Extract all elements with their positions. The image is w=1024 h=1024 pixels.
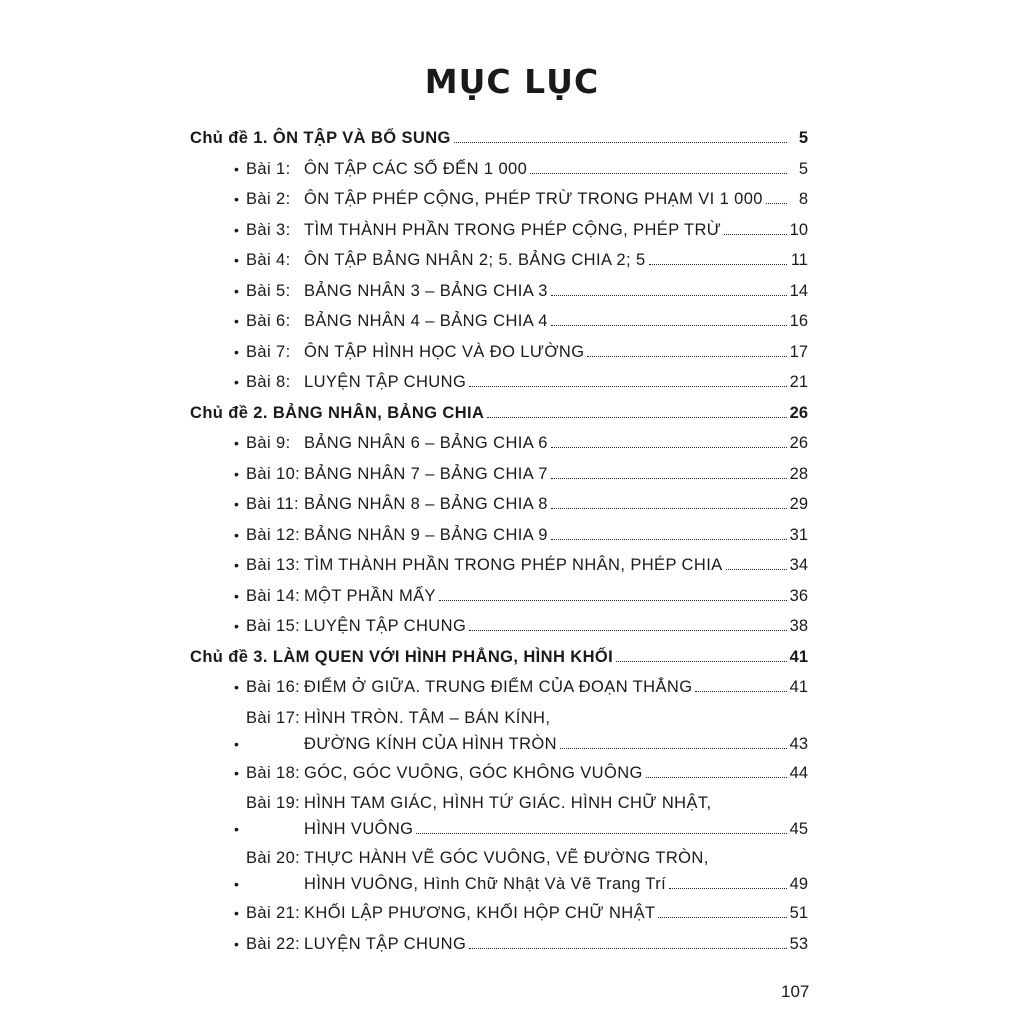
toc-lesson [234, 494, 808, 514]
bullet-icon: • [234, 343, 239, 360]
lesson-number: Bài 11: [246, 495, 299, 513]
dot-leader [551, 478, 787, 479]
bullet-icon: • [234, 876, 239, 892]
toc-lesson [234, 708, 808, 754]
entry-page-number: 36 [789, 586, 808, 605]
entry-page-number: 26 [789, 403, 808, 422]
dot-leader [551, 447, 787, 448]
bullet-icon: • [234, 465, 239, 482]
bullet-icon: • [234, 160, 239, 177]
dot-leader [649, 264, 787, 265]
entry-title: HÌNH TRÒN. TÂM – BÁN KÍNH, [304, 708, 551, 727]
bullet-icon: • [234, 435, 239, 451]
dot-leader [587, 356, 786, 357]
entry-page-number: 53 [789, 934, 808, 953]
toc-lesson [234, 220, 808, 240]
toc-lesson [234, 903, 808, 923]
dot-leader [669, 888, 786, 889]
toc-lesson [234, 555, 808, 575]
entry-title: Chủ đề 1. ÔN TẬP VÀ BỔ SUNG [190, 129, 451, 147]
dot-leader [726, 569, 787, 570]
lesson-number: Bài 1: [246, 159, 291, 178]
entry-page-number: 14 [789, 281, 808, 300]
bullet-icon: • [234, 496, 239, 512]
entry-title: TÌM THÀNH PHẦN TRONG PHÉP NHÂN, PHÉP CHIA [304, 556, 723, 574]
lesson-number: Bài 8: [246, 373, 291, 391]
entry-title: KHỐI LẬP PHƯƠNG, KHỐI HỘP CHỮ NHẬT [304, 904, 656, 922]
bullet-icon: • [234, 735, 239, 752]
lesson-number: Bài 10: [246, 464, 301, 483]
toc-chapter [190, 128, 808, 148]
toc-lesson [234, 793, 808, 839]
lesson-number: Bài 12: [246, 525, 301, 544]
lesson-number: Bài 21: [246, 904, 301, 922]
dot-leader [469, 386, 786, 387]
lesson-number: Bài 2: [246, 190, 291, 208]
bullet-icon: • [234, 252, 239, 268]
entry-page-number: 41 [789, 647, 808, 666]
toc-lesson [234, 159, 808, 179]
entry-page-number: 26 [789, 434, 808, 452]
page-title: MỤC LỤC [424, 62, 600, 101]
entry-page-number: 5 [798, 159, 808, 178]
entry-title: BẢNG NHÂN 4 – BẢNG CHIA 4 [304, 312, 548, 330]
entry-page-number: 28 [789, 464, 808, 483]
lesson-number: Bài 9: [246, 434, 291, 452]
entry-title: BẢNG NHÂN 6 – BẢNG CHIA 6 [304, 434, 548, 452]
dot-leader [530, 173, 787, 174]
toc-lesson [234, 586, 808, 606]
entry-title: ÔN TẬP BẢNG NHÂN 2; 5. BẢNG CHIA 2; 5 [304, 251, 646, 269]
entry-page-number: 41 [789, 678, 808, 696]
entry-page-number: 51 [789, 904, 808, 922]
entry-title: TÌM THÀNH PHẦN TRONG PHÉP CỘNG, PHÉP TRỪ [304, 220, 722, 239]
dot-leader [616, 661, 787, 662]
lesson-number: Bài 5: [246, 281, 291, 300]
entry-page-number: 16 [789, 312, 808, 330]
entry-page-number: 10 [789, 220, 808, 239]
entry-title: Chủ đề 2. BẢNG NHÂN, BẢNG CHIA [190, 403, 485, 422]
entry-page-number: 44 [789, 763, 808, 782]
toc-lesson [234, 848, 808, 894]
entry-title: HÌNH VUÔNG [304, 820, 414, 838]
entry-page-number: 49 [789, 875, 808, 893]
bullet-icon: • [234, 526, 239, 543]
lesson-number: Bài 7: [246, 342, 291, 361]
lesson-number: Bài 22: [246, 934, 301, 953]
toc-lesson [234, 464, 808, 484]
lesson-number: Bài 16: [246, 678, 301, 696]
entry-title: HÌNH TAM GIÁC, HÌNH TỨ GIÁC. HÌNH CHỮ NHẬT, [304, 794, 712, 812]
dot-leader [551, 539, 787, 540]
bullet-icon: • [234, 764, 239, 781]
toc-lesson [234, 311, 808, 331]
entry-title: LUYỆN TẬP CHUNG [304, 617, 467, 635]
entry-page-number: 17 [789, 342, 808, 361]
lesson-number: Bài 6: [246, 312, 291, 330]
entry-page-number: 38 [789, 617, 808, 635]
bullet-icon: • [234, 557, 239, 573]
entry-title: Chủ đề 3. LÀM QUEN VỚI HÌNH PHẲNG, HÌNH KHỐI [190, 647, 614, 666]
entry-page-number: 5 [798, 129, 808, 147]
dot-leader [551, 295, 787, 296]
lesson-number: Bài 14: [246, 586, 301, 605]
toc-lesson [234, 934, 808, 954]
toc-lesson [234, 677, 808, 697]
dot-leader [416, 833, 786, 834]
toc-lesson [234, 250, 808, 270]
bullet-icon: • [234, 587, 239, 604]
entry-page-number: 21 [789, 373, 808, 391]
dot-leader [551, 508, 787, 509]
entry-title: ĐIỂM Ở GIỮA. TRUNG ĐIỂM CỦA ĐOẠN THẲNG [304, 678, 693, 696]
entry-title: BẢNG NHÂN 3 – BẢNG CHIA 3 [304, 281, 548, 300]
dot-leader [454, 142, 787, 143]
toc-chapter [190, 403, 808, 423]
lesson-number: Bài 15: [246, 617, 301, 635]
toc-lesson [234, 189, 808, 209]
bullet-icon: • [234, 618, 239, 634]
entry-title: BẢNG NHÂN 7 – BẢNG CHIA 7 [304, 464, 548, 483]
dot-leader [439, 600, 787, 601]
bullet-icon: • [234, 282, 239, 299]
bullet-icon: • [234, 313, 239, 329]
dot-leader [766, 203, 787, 204]
bullet-icon: • [234, 935, 239, 952]
toc-lesson [234, 763, 808, 783]
entry-page-number: 45 [789, 820, 808, 838]
entry-page-number: 11 [790, 251, 808, 269]
dot-leader [724, 234, 786, 235]
page-number: 107 [781, 982, 810, 1001]
bullet-icon: • [234, 374, 239, 390]
toc-lesson [234, 342, 808, 362]
entry-page-number: 29 [789, 495, 808, 513]
bullet-icon: • [234, 221, 239, 238]
lesson-number: Bài 18: [246, 763, 301, 782]
entry-title: ĐƯỜNG KÍNH CỦA HÌNH TRÒN [304, 734, 557, 753]
dot-leader [469, 948, 786, 949]
dot-leader [487, 417, 786, 418]
dot-leader [646, 777, 787, 778]
toc-lesson [234, 525, 808, 545]
entry-page-number: 43 [789, 734, 808, 753]
lesson-number: Bài 13: [246, 556, 301, 574]
toc-lesson [234, 616, 808, 636]
dot-leader [695, 691, 786, 692]
entry-title: THỰC HÀNH VẼ GÓC VUÔNG, VẼ ĐƯỜNG TRÒN, [304, 849, 709, 867]
entry-page-number: 8 [798, 190, 808, 208]
lesson-number: Bài 19: [246, 794, 301, 812]
entry-title: MỘT PHẦN MẤY [304, 586, 436, 605]
entry-title: BẢNG NHÂN 9 – BẢNG CHIA 9 [304, 525, 548, 544]
entry-title: ÔN TẬP HÌNH HỌC VÀ ĐO LƯỜNG [304, 342, 585, 361]
lesson-number: Bài 3: [246, 220, 291, 239]
toc-lesson [234, 433, 808, 453]
entry-title: HÌNH VUÔNG, Hình Chữ Nhật Và Vẽ Trang Trí [304, 875, 667, 893]
entry-title: BẢNG NHÂN 8 – BẢNG CHIA 8 [304, 495, 548, 513]
dot-leader [658, 917, 786, 918]
bullet-icon: • [234, 905, 239, 921]
entry-title: ÔN TẬP PHÉP CỘNG, PHÉP TRỪ TRONG PHẠM VI 1 000 [304, 190, 763, 208]
bullet-icon: • [234, 191, 239, 207]
dot-leader [551, 325, 787, 326]
lesson-number: Bài 4: [246, 251, 291, 269]
entry-title: GÓC, GÓC VUÔNG, GÓC KHÔNG VUÔNG [304, 763, 643, 782]
toc-lesson [234, 281, 808, 301]
entry-title: LUYỆN TẬP CHUNG [304, 934, 467, 953]
entry-title: LUYỆN TẬP CHUNG [304, 373, 467, 391]
dot-leader [469, 630, 786, 631]
toc-chapter [190, 647, 808, 667]
entry-page-number: 34 [789, 556, 808, 574]
lesson-number: Bài 20: [246, 849, 301, 867]
lesson-number: Bài 17: [246, 708, 301, 727]
bullet-icon: • [234, 679, 239, 695]
bullet-icon: • [234, 821, 239, 837]
dot-leader [560, 748, 787, 749]
entry-page-number: 31 [789, 525, 808, 544]
entry-title: ÔN TẬP CÁC SỐ ĐẾN 1 000 [304, 159, 528, 178]
toc-lesson [234, 372, 808, 392]
